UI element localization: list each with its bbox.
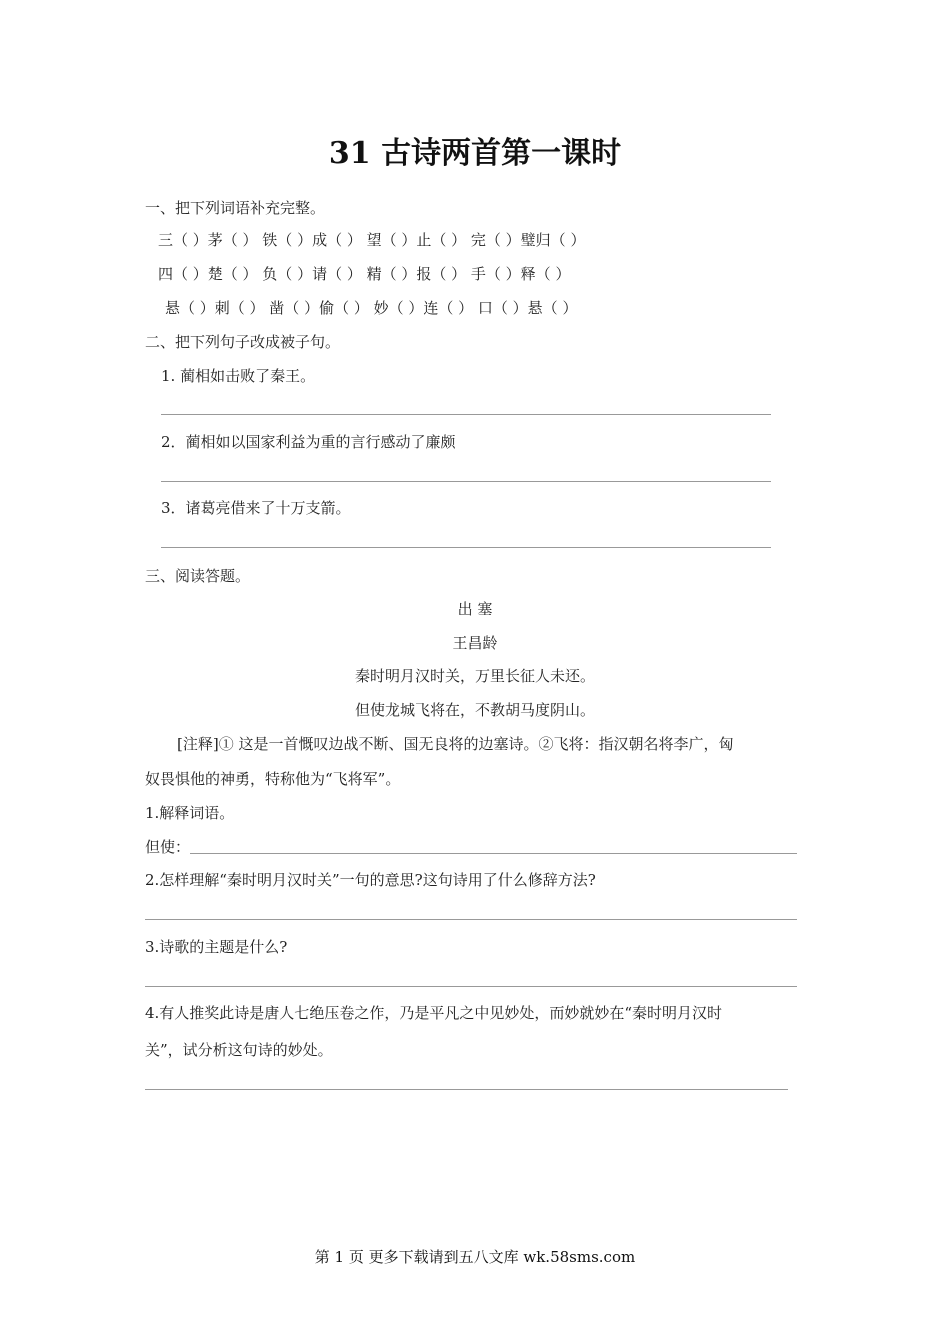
answer-line-q2[interactable] [145, 919, 797, 920]
answer-line-2[interactable] [161, 481, 771, 482]
fill-row-1: 三（ ）茅（ ） 铁（ ）成（ ） 望（ ）止（ ） 完（ ）璧归（ ） [158, 231, 586, 249]
fill-row-3: 悬（ ）刺（ ） 凿（ ）偷（ ） 妙（ ）连（ ） 口（ ）悬（ ） [165, 299, 578, 317]
page-footer: 第 1 页 更多下载请到五八文库 wk.58sms.com [314, 1248, 636, 1266]
section-3-heading: 三、阅读答题。 [145, 567, 251, 585]
fill-row-2: 四（ ）楚（ ） 负（ ）请（ ） 精（ ）报（ ） 手（ ）释（ ） [158, 265, 571, 283]
section-2-heading: 二、把下列句子改成被子句。 [145, 333, 341, 351]
answer-line-1[interactable] [161, 414, 771, 415]
poem-author: 王昌龄 [452, 634, 498, 652]
question-4-line-1: 4.有人推奖此诗是唐人七绝压卷之作，乃是平凡之中见妙处，而妙就妙在“秦时明月汉时 [145, 1004, 722, 1022]
question-1: 1.解释词语。 [145, 804, 235, 822]
section-1-heading: 一、把下列词语补充完整。 [145, 199, 326, 217]
poem-line-1: 秦时明月汉时关，万里长征人未还。 [354, 667, 595, 685]
sentence-3: 3．诸葛亮借来了十万支箭。 [161, 499, 351, 517]
poem-title: 出 塞 [457, 600, 493, 618]
note-line-2: 奴畏惧他的神勇，特称他为“飞将军”。 [145, 770, 401, 788]
poem-line-2: 但使龙城飞将在，不教胡马度阴山。 [354, 701, 595, 719]
page-title: 31 古诗两首第一课时 [328, 136, 622, 171]
answer-line-q3[interactable] [145, 986, 797, 987]
answer-line-q4[interactable] [145, 1089, 788, 1090]
question-3: 3.诗歌的主题是什么? [145, 938, 288, 956]
sentence-1: 1. 蔺相如击败了秦王。 [161, 367, 316, 385]
note-line-1: [注释]① 这是一首慨叹边战不断、国无良将的边塞诗。②飞将：指汉朝名将李广，匈 [177, 735, 734, 753]
question-4-line-2: 关”，试分析这句诗的妙处。 [145, 1041, 333, 1059]
answer-line-3[interactable] [161, 547, 771, 548]
question-2: 2.怎样理解“秦时明月汉时关”一句的意思?这句诗用了什么修辞方法? [145, 871, 596, 889]
answer-line-q1[interactable] [190, 853, 797, 854]
sentence-2: 2．蔺相如以国家利益为重的言行感动了廉颇 [161, 433, 456, 451]
question-1-term: 但使： [145, 838, 191, 856]
